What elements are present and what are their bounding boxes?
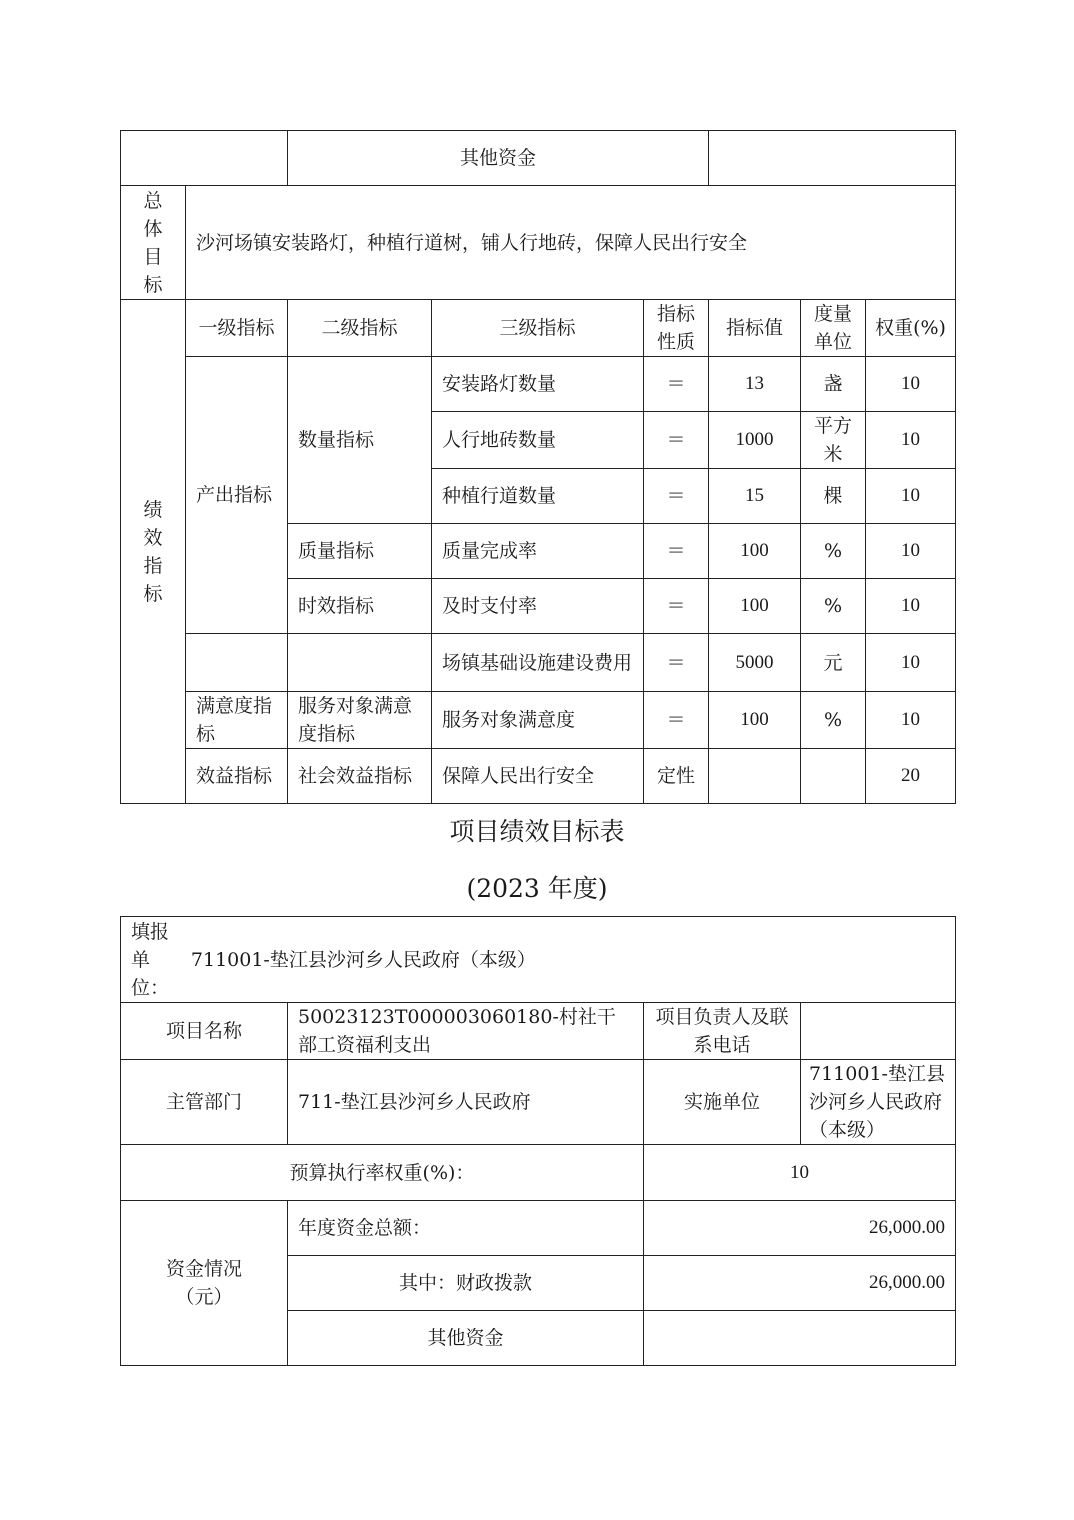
quantity-indicator-label: 数量指标 — [288, 357, 432, 524]
performance-table-continued — [120, 130, 956, 804]
quality-indicator-label: 质量指标 — [288, 524, 432, 579]
indicator-unit: 元 — [801, 634, 866, 692]
empty-cell — [288, 634, 432, 692]
level3-indicator: 人行地砖数量 — [432, 412, 644, 469]
annual-total-label: 年度资金总额： — [288, 1201, 644, 1256]
dept-value: 711-垫江县沙河乡人民政府 — [288, 1060, 644, 1145]
empty-cell — [121, 131, 288, 186]
indicator-unit: 棵 — [801, 469, 866, 524]
satisfaction-indicator-label: 满意度指标 — [186, 692, 288, 749]
indicator-unit: 平方米 — [801, 412, 866, 469]
output-indicator-label: 产出指标 — [186, 357, 288, 634]
table-row — [121, 749, 956, 804]
filler-value: 711001-垫江县沙河乡人民政府（本级） — [190, 948, 536, 971]
indicator-weight: 10 — [866, 357, 956, 412]
indicator-weight: 10 — [866, 469, 956, 524]
indicator-unit — [801, 749, 866, 804]
level3-indicator: 场镇基础设施建设费用 — [432, 634, 644, 692]
level3-indicator: 服务对象满意度 — [432, 692, 644, 749]
other-funds-label: 其他资金 — [288, 131, 709, 186]
other-funds-value — [709, 131, 956, 186]
indicator-value: 1000 — [709, 412, 801, 469]
level3-indicator: 及时支付率 — [432, 579, 644, 634]
indicator-value: 100 — [709, 579, 801, 634]
header-level1: 一级指标 — [186, 300, 288, 357]
header-value: 指标值 — [709, 300, 801, 357]
perf-indicators-label: 绩效指标 — [121, 300, 186, 804]
indicator-weight: 10 — [866, 692, 956, 749]
indicator-unit: % — [801, 524, 866, 579]
other-funds-value — [644, 1311, 956, 1366]
fiscal-value: 26,000.00 — [644, 1256, 956, 1311]
project-info-table — [120, 916, 956, 1366]
indicator-weight: 10 — [866, 634, 956, 692]
level3-indicator: 安装路灯数量 — [432, 357, 644, 412]
project-name-label: 项目名称 — [121, 1003, 288, 1060]
impl-value: 711001-垫江县沙河乡人民政府（本级） — [801, 1060, 956, 1145]
other-funds-label: 其他资金 — [288, 1311, 644, 1366]
indicator-weight: 10 — [866, 579, 956, 634]
header-level3: 三级指标 — [432, 300, 644, 357]
filler-row — [121, 917, 956, 1003]
funds-label: 资金情况（元） — [121, 1201, 288, 1366]
table-row — [121, 692, 956, 749]
indicator-nature: ＝ — [644, 692, 709, 749]
indicator-value: 100 — [709, 524, 801, 579]
level3-indicator: 质量完成率 — [432, 524, 644, 579]
level3-indicator: 种植行道数量 — [432, 469, 644, 524]
header-unit: 度量单位 — [801, 300, 866, 357]
dept-label: 主管部门 — [121, 1060, 288, 1145]
header-nature: 指标性质 — [644, 300, 709, 357]
page-title: 项目绩效目标表 — [449, 817, 625, 846]
indicator-nature: ＝ — [644, 579, 709, 634]
budget-weight-label: 预算执行率权重(%)： — [121, 1145, 644, 1201]
benefit-indicator-label: 效益指标 — [186, 749, 288, 804]
fiscal-label: 其中：财政拨款 — [288, 1256, 644, 1311]
indicator-weight: 10 — [866, 412, 956, 469]
indicator-nature: ＝ — [644, 524, 709, 579]
indicator-value: 5000 — [709, 634, 801, 692]
leader-label: 项目负责人及联系电话 — [644, 1003, 801, 1060]
indicator-value: 15 — [709, 469, 801, 524]
header-level2: 二级指标 — [288, 300, 432, 357]
indicator-nature: ＝ — [644, 634, 709, 692]
indicator-value — [709, 749, 801, 804]
empty-cell — [186, 634, 288, 692]
indicator-value: 13 — [709, 357, 801, 412]
timeliness-indicator-label: 时效指标 — [288, 579, 432, 634]
project-name-value: 50023123T000003060180-村社干部工资福利支出 — [288, 1003, 644, 1060]
filler-label: 填报单位： — [131, 920, 170, 999]
indicator-unit: % — [801, 692, 866, 749]
indicator-unit: % — [801, 579, 866, 634]
indicator-unit: 盏 — [801, 357, 866, 412]
social-benefit-label: 社会效益指标 — [288, 749, 432, 804]
leader-value — [801, 1003, 956, 1060]
indicator-weight: 20 — [866, 749, 956, 804]
impl-label: 实施单位 — [644, 1060, 801, 1145]
indicator-nature: 定性 — [644, 749, 709, 804]
header-weight: 权重(%) — [866, 300, 956, 357]
indicator-weight: 10 — [866, 524, 956, 579]
indicator-nature: ＝ — [644, 412, 709, 469]
level3-indicator: 保障人民出行安全 — [432, 749, 644, 804]
budget-weight-value: 10 — [644, 1145, 956, 1201]
table-row — [121, 634, 956, 692]
indicator-nature: ＝ — [644, 357, 709, 412]
page-subtitle: (2023 年度) — [466, 874, 608, 903]
table-row — [121, 357, 956, 412]
annual-total-value: 26,000.00 — [644, 1201, 956, 1256]
service-satisfaction-label: 服务对象满意度指标 — [288, 692, 432, 749]
indicator-value: 100 — [709, 692, 801, 749]
overall-goal-text: 沙河场镇安装路灯，种植行道树，铺人行地砖，保障人民出行安全 — [186, 186, 956, 300]
indicator-nature: ＝ — [644, 469, 709, 524]
overall-goal-label: 总体目标 — [121, 186, 186, 300]
